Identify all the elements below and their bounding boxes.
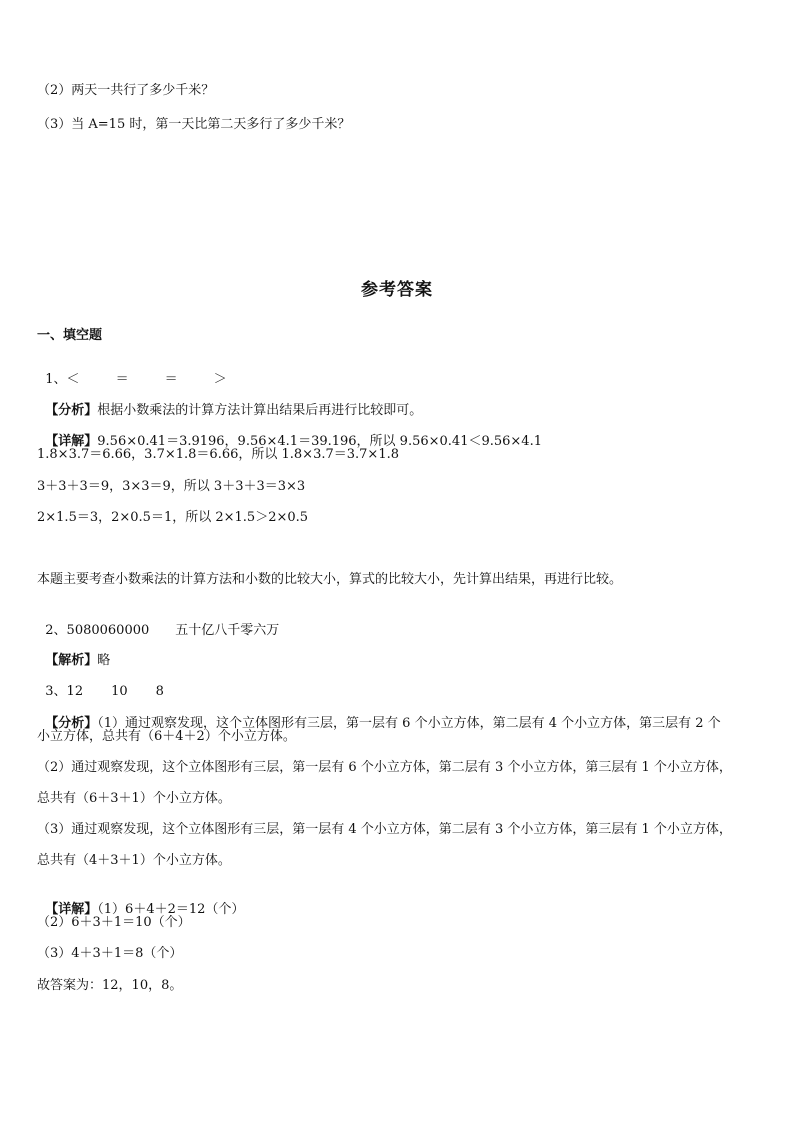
detail-line: （3）4＋3＋1＝8（个） — [37, 946, 183, 961]
question-2: （2）两天一共行了多少千米？ — [37, 83, 215, 98]
detail-text: （1）6＋4＋2＝12（个） — [97, 902, 245, 917]
answer-value: 5080060000 — [66, 623, 150, 638]
analysis-line: （3）通过观察发现，这个立体图形有三层，第一层有 4 个小立方体，第二层有 3 个小立方体，第三层有 1 个小立方体， — [37, 822, 732, 837]
answer-num: 2、 — [45, 623, 67, 638]
detail-line: 3＋3＋3＝9，3×3＝9，所以 3＋3＋3＝3×3 — [37, 479, 306, 494]
detail-text: 9.56×0.41＝3.9196，9.56×4.1＝39.196，所以 9.56×0.41＜9.56×4.1 — [97, 434, 542, 449]
explain-text: 略 — [97, 653, 111, 668]
answer-num: 1、 — [45, 372, 67, 387]
answer-words: 五十亿八千零六万 — [175, 623, 280, 638]
analysis-line: 总共有（4＋3＋1）个小立方体。 — [37, 853, 231, 868]
answer-value: ＝ — [164, 372, 178, 387]
detail-line: 2×1.5＝3，2×0.5＝1，所以 2×1.5＞2×0.5 — [37, 510, 309, 525]
final-answer: 故答案为：12，10，8。 — [37, 978, 183, 993]
answer-value: ＜ — [66, 372, 80, 387]
analysis-line: （2）通过观察发现，这个立体图形有三层，第一层有 6 个小立方体，第二层有 3 个小立方体，第三层有 1 个小立方体， — [37, 760, 732, 775]
analysis-tag: 【分析】 — [45, 403, 98, 418]
section-heading: 一、填空题 — [37, 328, 103, 343]
answers-title: 参考答案 — [361, 280, 433, 300]
answer-num: 3、 — [45, 684, 67, 699]
answer-value: 8 — [155, 684, 164, 699]
detail-tag: 【详解】 — [45, 902, 98, 917]
analysis-line: 总共有（6＋3＋1）个小立方体。 — [37, 791, 231, 806]
answer-3 — [37, 665, 764, 701]
question-3: （3）当 A=15 时，第一天比第二天多行了多少千米？ — [37, 117, 351, 132]
answer-value: ＞ — [213, 372, 227, 387]
analysis-line: 小立方体，总共有（6＋4＋2）个小立方体。 — [37, 729, 296, 744]
answer-value: 12 — [66, 684, 84, 699]
detail-line: 1.8×3.7＝6.66，3.7×1.8＝6.66，所以 1.8×3.7＝3.7×1.8 — [37, 447, 399, 462]
explain-tag: 【解析】 — [45, 653, 98, 668]
detail-line: （2）6＋3＋1＝10（个） — [37, 915, 191, 930]
answer-value: ＝ — [115, 372, 129, 387]
detail-tag: 【详解】 — [45, 434, 98, 449]
analysis-text: （1）通过观察发现，这个立体图形有三层，第一层有 6 个小立方体，第二层有 4 个小立方体，第三层有 2 个 — [97, 716, 721, 731]
answer-value: 10 — [111, 684, 128, 699]
analysis-tag: 【分析】 — [45, 716, 98, 731]
analysis-text: 根据小数乘法的计算方法计算出结果后再进行比较即可。 — [97, 403, 423, 418]
summary-line: 本题主要考查小数乘法的计算方法和小数的比较大小，算式的比较大小，先计算出结果，再进行比较。 — [37, 572, 623, 587]
